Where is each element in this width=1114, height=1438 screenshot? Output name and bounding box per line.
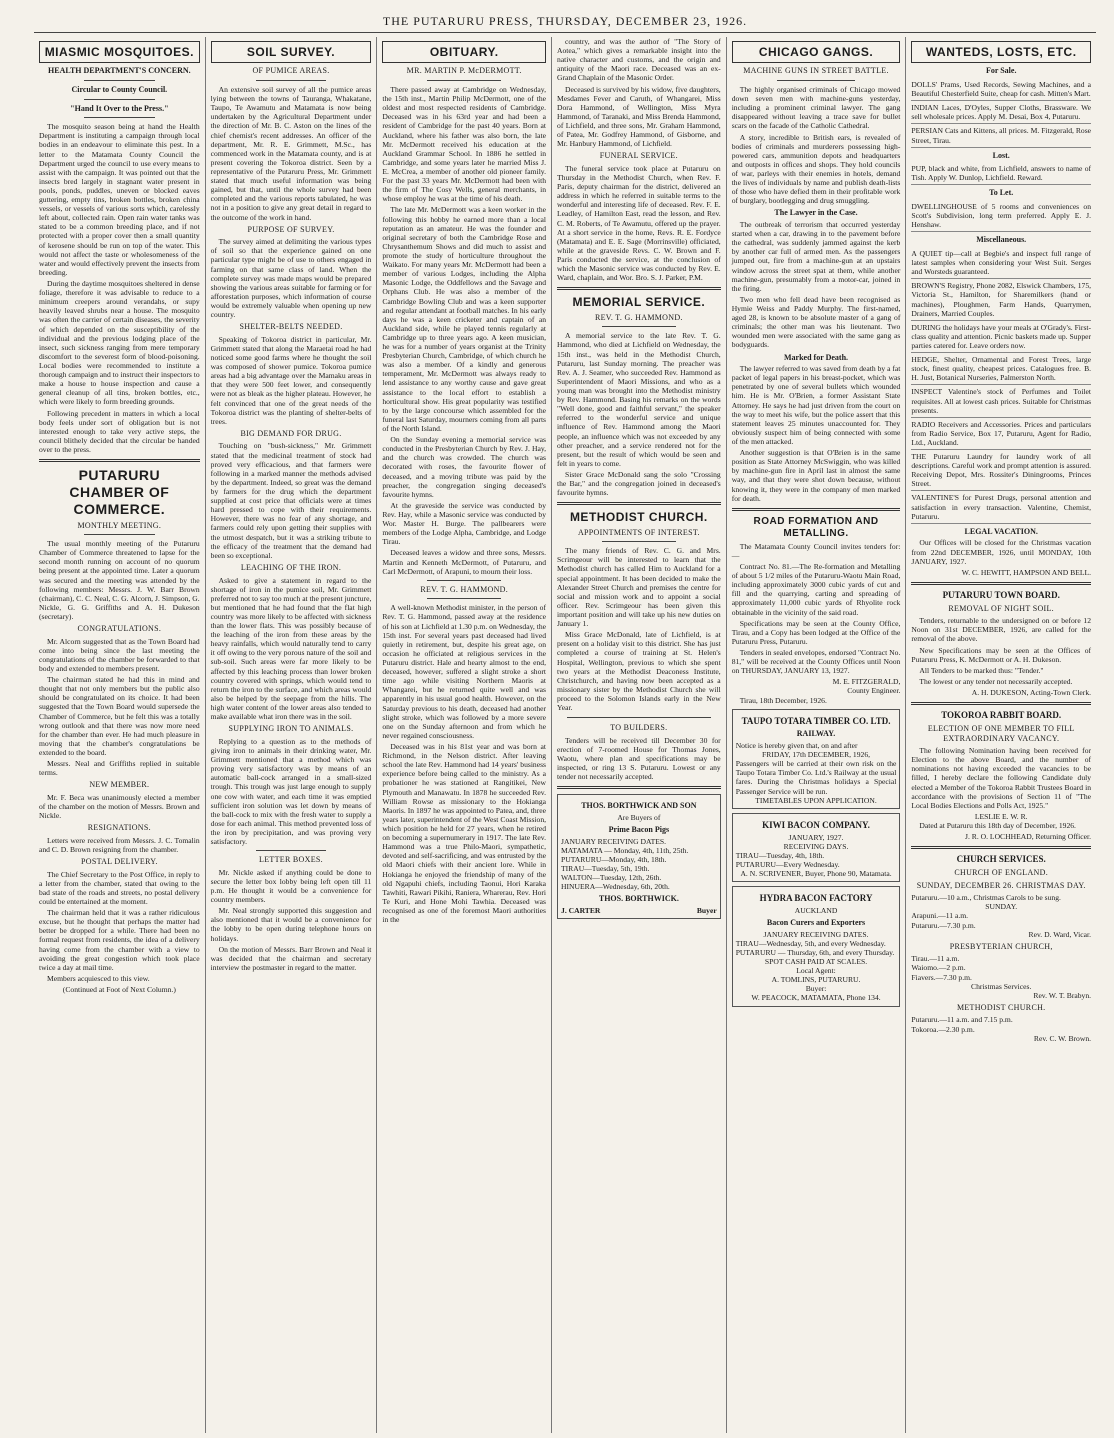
divider [567,717,711,718]
masthead [34,10,1096,33]
ad-line: Passengers will be carried at their own risk on the Taupo Totara Timber Co. Ltd.'s Railway at the usual fares. During the Christmas holidays a Special Passenger Service will be run. [735,759,897,796]
ad-line: FRIDAY, 17th DECEMBER, 1926, [762,750,871,760]
paragraph: All Tenders to be marked thus: "Tender." [919,665,1044,675]
service-line: Arapuni.—11 a.m. [911,911,969,921]
soil-survey-subhead: OF PUMICE AREAS. [252,66,330,76]
paragraph: The survey aimed at delimiting the various types of soil so that the experience gained on one particular type might be of use to others engaged in farming on that same class of land. When the complete survey was made maps would be prepared showing the various areas suitable for farming or for afforestation purposes, which information of course would be extremely valuable when opening up new country. [210,237,372,320]
hydra-bacon-ad [732,886,901,1006]
divider [427,598,501,599]
paragraph: Our Offices will be closed for the Christmas vacation from 22nd DECEMBER, 1926, until MONDAY, 10th JANUARY, 1927. [911,538,1092,566]
paragraph: Sister Grace McDonald sang the solo "Crossing the Bar," and the congregation joined in deceased's favourite hymns. [557,469,721,498]
ad-line: Local Agent: [796,966,836,976]
paragraph: The funeral service took place at Putaruru on Thursday in the Methodist Church, when Rev. F. Paris, deputy chairman for the district, delivered an address in which he referred in suitable terms to the wonderful and interesting life of deceased. Rev. F. E. Leadley, of Hamilton East, read the lesson, and Rev. C. M. Roberts, of Te Awamutu, offered up the prayer. At a short service in the home, Revs. R. E. Fordyce (Matamata) and E. E. Sage (Morrinsville) officiated, while at the graveside Revs. C. W. Brown and F. Paris conducted the service, at the conclusion of which the Masonic service was conducted by Rev. E. Ward, chaplain, and Wor. Bro. S. J. Parker, P.M. [557,163,721,283]
paragraph: The highly organised criminals of Chicago mowed down seven men with machine-guns yesterday, including a prominent criminal lawyer. The gang disappeared without leaving a trace save for bullet scars on the facade of the Catholic Cathedral. [731,84,901,131]
service-line: SUNDAY. [985,902,1018,912]
ad-line: RECEIVING DAYS. [783,841,849,851]
paragraph: Tirau, 18th December, 1926. [739,695,827,705]
service-line: Christmas Services. [971,981,1032,991]
paragraph: New Specifications may be seen at the Offices of Putaruru Press, K. McDermott or A. H. Dukeson. [911,645,1092,664]
section-subhead: LEACHING OF THE IRON. [240,562,342,572]
divider [732,508,901,511]
soil-survey-headline: SOIL SURVEY. [211,41,372,63]
town-board-heading: PUTARURU TOWN BOARD. [942,589,1060,600]
road-headline: ROAD FORMATION AND METALLING. [753,515,879,539]
paragraph: Members acquiesced to this view. [47,973,150,983]
paragraph: Tenders will be received till December 30 for erection of 7-roomed House for Thomas Jones, Waotu, where plan and specifications may be inspected, or ring 13 S. Putaruru. Lowest or any tender not necessarily accepted. [557,735,721,782]
ad-line: THOS. BORTHWICK. [598,894,679,904]
divider [427,80,501,81]
classified-ad: INSPECT Valentine's stock of Perfumes and Toilet requisites. All at lowest cash prices. Suitable for Christmas presents. [911,385,1091,417]
classified-ad: THE Putaruru Laundry for laundry work of all descriptions. Careful work and prompt attention is assured. Receiving Depot, Mrs. Rossiter's Diningrooms, Princes Street. [911,450,1091,491]
ad-line: Are Buyers of [617,812,661,822]
mosquitoes-subhead: HEALTH DEPARTMENT'S CONCERN. [48,66,191,76]
obituary-headline: OBITUARY. [382,41,546,63]
signature: W. C. HEWITT, HAMPSON AND BELL. [961,567,1092,577]
paragraph: The mosquito season being at hand the Health Department is instituting a campaign through local bodies in an endeavour to eliminate this pest. In a letter to the Matamata County Council the Department urged the council to use every means to assist with the campaign. It was pointed out that the insects bred largely in stagnant water present in pools, ponds, puddles, uneven or blocked eaves guttering, empty tins, broken bottles, broken china vessels, or vessels of various sorts which, carelessly left about, collected rain. Open rain water tanks was stated to be a common breeding place, and if not protected with a proper cover then a small quantity of kerosene should be run on top of the water. This would not affect the taste or wholesomeness of the water and would effectively prevent the insects from breeding. [39,122,200,277]
paragraph: The following Nomination having been received for Election to the above Board, and the number of nominations not having exceeded the vacancies to be filled, I hereby declare the following Candidate duly elected a Member of the Tokoroa Rabbit Trustees Board in accordance with the provisions of Section 11 of "The Local Bodies Elections and Polls Act, 1925." [911,746,1092,810]
paragraph: Specifications may be seen at the County Office, Tirau, and a Copy has been lodged at the Office of the Putaruru Press, Putaruru. [731,618,901,646]
church-services-heading: CHURCH SERVICES. [956,854,1046,865]
paragraph: The outbreak of terrorism that occurred yesterday started when a car, drawing in to the pavement before the cathedral, was suddenly jammed against the kerb by another car full of armed men. As the passengers jumped out, fire from a machine-gun at an upstairs window across the street spat at them, while another machine-gun, presumably from a motor-car, joined in the firing. [731,220,901,293]
divider [911,582,1091,585]
paragraph: The lawyer referred to was saved from death by a fat packet of legal papers in his breast-pocket, which was penetrated by one of several bullets which wounded him. He is Mr. O'Brien, a former Assistant State Attorney. He says he had just driven from the court on the way to meet his wife, but the police assert that this statement leaves 25 minutes unaccounted for. They obviously suspect him of being connected with some of the men attacked. [731,364,901,446]
divider [557,287,721,290]
ad-line: TIRAU—Tuesday, 4th, 18th. [735,850,825,860]
classified-ad: BROWN'S Registry, Phone 2082, Elswick Chambers, 175, Victoria St., Hamilton, for Sharemilkers (hand or machines), Ploughmen, Farm Hands, Quarrymen, Drainers, Married Couples. [911,279,1091,320]
paragraph: A well-known Methodist minister, in the person of Rev. T. G. Hammond, passed away at the residence of his son at Lichfield at 1.30 p.m. on Wednesday, the 15th inst. For several years past deceased had lived quietly in retirement, but, despite his great age, on occasion he officiated at religious services in the Putaruru district. Hale and hearty almost to the end, deceased, however, suffered a slight stroke a short time ago while visiting Northern Maoris at Whangarei, but he returned quite well and was apparently in his usual good health. However, on the Saturday previous to his death, deceased had another slight stroke, which was followed by a more severe one on the Sunday afternoon and from which he never regained consciousness. [382,603,547,740]
ad-line: HINUERA—Wednesday, 6th, 20th. [561,882,670,892]
paragraph: At the graveside the service was conducted by Rev. Hay, while a Masonic service was conducted by Wor. Master H. Burge. The pallbearers were members of the Lodge Alpha, Cambridge, and Lodge Tirau. [382,500,547,547]
mosquitoes-subhead-3: "Hand It Over to the Press." [70,103,169,113]
service-line: Tirau.—11 a.m. [911,954,960,964]
ad-line: Prime Bacon Pigs [608,825,670,835]
paragraph: Contract No. 81.—The Re-formation and Metalling of about 5 1/2 miles of the Putaruru-Waotu Main Road, including approximately 3000 cubic yards of cut and fill and the quarrying, carting and spreading of approximately 11,000 cubic yards of Rhyolite rock obtainable in the vicinity of the said road. [731,561,901,617]
paragraph: The usual monthly meeting of the Putaruru Chamber of Commerce threatened to lapse for the second month running on account of no quorum being present at the appointed time. Later a quorum was secured and the meeting was attended by the following members: Messrs. J. W. Barr Brown (chairman), C. C. Neal, C. G. Alcorn, J. Simpson, G. Nickle, G. G. Griffiths and A. H. Dukeson (secretary). [39,539,200,621]
section-subhead: NEW MEMBER. [89,780,150,790]
ad-line: JANUARY, 1927. [788,832,844,842]
column-5 [727,37,907,1433]
ad-buyer-name: J. CARTER [561,905,601,915]
divider [84,99,155,100]
rabbit-board-subhead: ELECTION OF ONE MEMBER TO FILL EXTRAORDINARY VACANCY. [927,723,1075,743]
column-4 [552,37,727,1433]
classified-ad: PUP, black and white, from Lichfield, answers to name of Tish. Apply W. Dunlop, Lichfield. Reward. [911,162,1091,185]
ad-line: PUTARURU—Every Wednesday. [735,859,840,869]
paragraph: On the motion of Messrs. Barr Brown and Neal it was decided that the chairman and secretary interview the postmaster in regard to the matter. [210,944,372,972]
paragraph: Speaking of Tokoroa district in particular, Mr. Grimmett stated that along the Maraetai road he had noticed some good farms where he thought the soil was composed of shower pumice. Tokoroa pumice areas had a big advantage over the Mamaku areas in that they were 500 feet lower, and consequently were not as bleak as the higher plateau. However, he felt convinced that one of the great needs of the Tokoroa district was the planting of shelter-belts of trees. [210,334,372,426]
classified-ad: RADIO Receivers and Accessories. Prices and particulars from Radio Service, Box 17, Putaruru, Agent for Radio, Ltd., Auckland. [911,418,1091,450]
section-subhead: FUNERAL SERVICE. [599,151,678,161]
paragraph: The Matamata County Council invites tenders for:— [731,541,901,560]
ad-line: Bacon Curers and Exporters [766,918,866,928]
divider [557,502,721,505]
chicago-subhead: MACHINE GUNS IN STREET BATTLE. [743,66,889,76]
section-subhead: PURPOSE OF SURVEY. [247,224,335,234]
masthead-text: THE PUTARURU PRESS, THURSDAY, DECEMBER 23, 1926. [382,13,748,28]
methodist-subhead: APPOINTMENTS OF INTEREST. [577,527,700,537]
continued-note: (Continued at Foot of Next Column.) [62,984,176,994]
paragraph: Another suggestion is that O'Brien is in the same position as State Attorney McSwiggin, who was killed by machine-gun fire in April last in almost the same way, and that they were shot down because, without knowing it, they were in the company of men marked for death. [731,448,901,503]
paragraph: Mr. Alcorn suggested that as the Town Board had come into being since the last meeting the congratulations of the chamber be forwarded to that body and extended to members present. [39,636,200,673]
column-2 [206,37,378,1433]
service-line: Waiomo.—2 p.m. [911,963,966,973]
classified-ad: A QUIET tip—call at Begbie's and inspect full range of latest samples when considering your West Suit. Serges and Worsteds guaranteed. [911,247,1091,279]
ad-line: TIMETABLES UPON APPLICATION. [755,795,877,805]
church-name: PRESBYTERIAN CHURCH, [949,941,1053,951]
column-6 [906,37,1096,1433]
divider [256,80,327,81]
borthwick-ad [557,794,721,919]
ad-line: Buyer: [805,984,827,994]
section-subhead: Marked for Death. [783,352,849,362]
divider [911,702,1091,705]
section-subhead: BIG DEMAND FOR DRUG. [240,428,342,438]
mosquitoes-subhead-2: Circular to County Council. [71,84,168,94]
service-line: Tokoroa.—2.30 p.m. [911,1024,975,1034]
divider [84,534,155,535]
church-name: CHURCH OF ENGLAND. [954,867,1049,877]
divider [602,326,676,327]
ad-line: SPOT CASH PAID AT SCALES. [764,956,868,966]
ad-line: Notice is hereby given that, on and after [735,741,858,751]
paragraph: Dated at Putaruru this 18th day of December, 1926. [919,820,1076,830]
service-date: SUNDAY, DECEMBER 26. CHRISTMAS DAY. [916,880,1086,890]
paragraph: Tenders, returnable to the undersigned on or before 12 Noon on 31st DECEMBER, 1926, are called for the removal of the above. [911,616,1092,644]
section-subhead: REV. T. G. HAMMOND. [420,584,509,594]
divider [84,117,155,118]
classified-ad: DWELLINGHOUSE of 5 rooms and conveniences on Scott's Subdivision, long term preferred. Apply E. J. Henshaw. [911,200,1091,232]
divider [602,541,676,542]
memorial-headline: MEMORIAL SERVICE. [572,295,706,310]
service-line: Putaruru.—7.30 p.m. [911,920,976,930]
paragraph: During the daytime mosquitoes sheltered in dense foliage, therefore it was advisable to reduce to a minimum creepers around verandahs, or supy heavily leaved shrubs near a house. The mosquito was often the carrier of certain diseases, the severity of which depended on the susceptibility of the individual and the previous lodging place of the insect, such sickness ranging from mere temporary discomfort to the severest form of blood-poisoning. Local bodies were recommended to institute a thorough campaign and to instruct their inspectors to make a house to house inspection and cause a general cleanup of all tins, broken bottles, etc., which were likely to form breeding grounds. [39,279,200,407]
paragraph: Deceased is survived by his widow, five daughters, Mesdames Fever and Caruth, of Whangarei, Miss Dora Hammond, of Wellington, Miss Myra Hammond, of Taranaki, and Miss Brenda Hammond, of Lichfield, and three sons, Mr. Graham Hammond, of Patea, Mr. Godfrey Hammond, of Gisborne, and Mr. Hanbury Hammond, of Lichfield. [557,84,721,149]
paragraph: Mr. Nickle asked if anything could be done to secure the letter box lobby being left open till 11 p.m. He thought it would be a convenience for country members. [210,867,372,905]
paragraph: Miss Grace McDonald, late of Lichfield, is at present on a holiday visit to this district. She has just completed a course of training at St. Helen's Hospital, Wellington, previous to which she spent two years at the Methodist Deaconess Institute, Christchurch, and having now been accepted as a missionary sister by the Methodist Church she will proceed to the Solomon Islands early in the New Year. [557,630,721,713]
divider [84,80,155,81]
ad-line: A. N. SCRIVENER, Buyer, Phone 90, Matamata. [740,869,892,879]
divider [557,786,721,789]
signature: A. H. DUKESON, Acting-Town Clerk. [971,688,1092,697]
column-1 [34,37,206,1433]
to-let-heading: To Let. [989,188,1014,198]
ad-line: PUTARURU — Thursday, 6th, and every Thursday. [735,947,895,957]
section-subhead: POSTAL DELIVERY. [81,857,158,867]
ad-line: JANUARY RECEIVING DATES. [561,836,666,846]
paragraph: There passed away at Cambridge on Wednesday, the 15th inst., Martin Philip McDermott, one of the oldest and most respected residents of Cambridge. Deceased was in his 63rd year and had been a resident of Cambridge for the past 40 years. Born at Auckland, where his father was also born, the late Mr. McDermott received his education at the Auckland Grammar School. In 1886 he settled in Cambridge, and some years later he married Miss J. E. McCrea, a member of another old pioneer family. For the past 33 years Mr. McDermott had been with the firm of The Cosy Wells, general merchants, in whose employ he was at the time of his death. [382,84,547,204]
ad-line: PUTARURU—Monday, 4th, 18th. [561,854,667,864]
paragraph: Deceased was in his 81st year and was born at Richmond, in the Nelson district. After leaving school the late Rev. Hammond had 14 years' business experience before being called to the ministry. As a probationer he was stationed at Rangitikei, New Plymouth and Manawatu. In 1878 he succeeded Rev. William Rowse as missionary to the Hokianga Maoris. In 1897 he was appointed to Patea, and, three years later, superintendent of the West Coast Mission, which position he held for 27 years, when he retired on becoming a supernumerary in 1917. The late Rev. Hammond was a true Philo-Maori, sympathetic, devoted and self-sacrificing, and was entrusted by the old Maori chiefs with their ancient lore. While in Hokianga he enjoyed the friendship of many of the old Ngapuhi chiefs, including Taonui, Hori Karaka Tawhiti, Rawari Pikihi, Raniera, Wharerau, Rev. Hori Te Kuri, and Hone Mohi Tawhia. Deceased was recognised as one of the foremost Maori authorities in the [382,742,547,925]
paragraph: Asked to give a statement in regard to the shortage of iron in the pumice soil, Mr. Grimmett preferred not to say too much at the present juncture, but mentioned that he had found that the flat high country was more likely to be affected with sickness than the lower flats. This was possibly because of the leaching of the iron from these areas by the heavy rainfalls, which would naturally tend to carry it off owing to the very porous nature of the soil and sub-soil. Such areas were far more likely to be affected by this leaching process than lower broken country covered with springs, which would tend to return the iron to the surface, and which areas would also be helped by the seepage from the hills. The high water content of the lower areas also tended to make available what iron there was in the soil. [210,575,372,722]
chicago-headline: CHICAGO GANGS. [732,41,901,63]
paragraph: Letters were received from Messrs. J. C. Tomalin and C. D. Brown resigning from the chamber. [39,835,200,854]
rabbit-board-heading: TOKOROA RABBIT BOARD. [941,710,1062,721]
ad-title: KIWI BACON COMPANY. [762,819,870,830]
town-board-subhead: REMOVAL OF NIGHT SOIL. [948,603,1054,613]
section-subhead: RESIGNATIONS. [87,823,151,833]
paragraph: The chairman held that it was a rather ridiculous excuse, but he thought that perhaps the matter had better be dropped for a while. There had been no formal request from residents, the idea of a delivery having come from the chamber with a view to avoiding the great congestion which took place twice a day at mail time. [39,908,200,972]
ad-title: TAUPO TOTARA TIMBER CO. LTD. [741,715,891,726]
memorial-subhead: REV. T. G. HAMMOND. [594,312,683,322]
divider [911,846,1091,849]
paragraph: Two men who fell dead have been recognised as Hymie Weiss and Paddy Murphy. The first-named, aged 28, is known to be absolute master of a gang of criminals; the other man was his lieutenant. Two wounded men were associated with the same gang as bodyguards. [731,294,901,350]
classified-ad: HEDGE, Shelter, Ornamental and Forest Trees, large stock, finest quality, cheapest prices. Catalogues free. B. H. Just, Botanical Nurseries, Palmerston North. [911,353,1091,385]
ad-line: JANUARY RECEIVING DATES. [763,929,869,939]
paragraph: The many friends of Rev. C. G. and Mrs. Scrimgeour will be interested to learn that the Methodist church has called Him to Auckland for a special appointment. It has been decided to make the Alexander Street Church and premises the centre for social and mission work and to appoint a social officer. Rev. Scrimgeour has been given this important position and will take up his new duties on January 1. [557,546,721,629]
paragraph: Deceased leaves a widow and three sons, Messrs. Martin and Kenneth McDermott, of Putaruru, and Carl McDermott, of Arapuni, to mourn their loss. [382,548,547,576]
service-line: Fiavers.—7.30 p.m. [911,972,972,982]
methodist-headline: METHODIST CHURCH. [569,510,708,525]
signature: M. E. FITZGERALD, [832,677,901,687]
ad-line: RAILWAY. [796,729,836,739]
paragraph: country, and was the author of "The Story of Aotea," which gives a remarkable insight into the native character and customs, and the origin and antiquity of the Maori race. Deceased was an ex-Grand Chaplain of the Masonic Order. [557,37,721,83]
paragraph: Touching on "bush-sickness," Mr. Grimmett stated that the medicinal treatment of stock had proved very efficacious, and that farmers were following in a marked manner the methods advised by the department. Indeed, so great was the demand by farmers for the drug which the department supplied at cost price that officials were at times hard pressed to cope with their requirements. However, there was no fear of any shortage, and farmers could rely upon getting their supplies with the utmost despatch, but it was a striking tribute to the efficacy of the treatment that the demand had been so exceptional. [210,441,372,560]
lost-heading: Lost. [992,150,1010,160]
taupo-totara-ad [732,709,901,809]
section-subhead: The Lawyer in the Case. [774,208,858,218]
paragraph: Messrs. Neal and Griffiths replied in suitable terms. [39,759,200,778]
signature-title: County Engineer. [847,686,901,696]
paragraph: The lowest or any tender not necessarily accepted. [919,676,1073,686]
classified-ad: DOLLS' Prams, Used Records, Sewing Machines, and a Beautiful Chesterfield Suite, cheap for cash. Mitten's Mart. [911,78,1091,101]
paragraph: Replying to a question as to the methods of giving iron to animals in their drinking water, Mr. Grimmett mentioned that a method which was proving very satisfactory was by means of an automatic ball-cock arranged in a small-sized trough. This trough was just large enough to supply one cow with water, and each time it was emptied sufficient iron solution was let down by means of the ball-cock to mix with the fresh water to supply a dose for each animal. This method prevented loss of the iron by precipitation, and was proving very satisfactory. [210,736,372,847]
ad-line: W. PEACOCK, MATAMATA, Phone 134. [751,993,881,1003]
paragraph: On the Sunday evening a memorial service was conducted in the Presbyterian Church by Rev. J. Hay, and the church was crowded. The church was decorated with roses, the favourite flower of deceased, and a moving tribute was paid by the preacher, the congregation singing deceased's favourite hymns. [382,435,547,499]
section-subhead: SUPPLYING IRON TO ANIMALS. [228,724,354,734]
mosquitoes-headline: MIASMIC MOSQUITOES. [39,41,200,63]
legal-vacation-heading: LEGAL VACATION. [964,526,1038,536]
paragraph: Mr. Neal strongly supported this suggestion and also mentioned that it would be a convenience for the lobby to be open during telephone hours on holidays. [210,906,372,943]
ad-line: TIRAU—Tuesday, 5th, 19th. [561,864,650,873]
service-line: Putaruru.—11 a.m. and 7.15 p.m. [911,1015,1013,1025]
for-sale-heading: For Sale. [985,66,1017,76]
section-subhead: SHELTER-BELTS NEEDED. [239,322,343,332]
section-subhead: LETTER BOXES. [259,855,323,865]
obituary-subhead: MR. MARTIN P. McDERMOTT. [406,66,522,76]
ad-footer [561,906,717,915]
divider [777,80,856,81]
chamber-headline: PUTARURU CHAMBER OF COMMERCE. [69,467,170,517]
ad-title: THOS. BORTHWICK AND SON [581,801,697,811]
classifieds-headline: WANTEDS, LOSTS, ETC. [911,41,1091,63]
paragraph: Tenders in sealed envelopes, endorsed "Contract No. 81," will be received at the County Offices until Noon on THURSDAY, JANUARY 13, 1927. [731,647,901,676]
chamber-subhead: MONTHLY MEETING. [77,520,162,530]
divider [256,850,327,851]
paragraph: Mr. F. Beca was unanimously elected a member of the chamber on the motion of Messrs. Brown and Nickle. [39,792,200,821]
kiwi-bacon-ad [732,813,901,882]
candidate-name: LESLIE E. W. R. [974,811,1028,821]
service-line: Rev. W. T. Brabyn. [1033,990,1092,1000]
builders-subhead: TO BUILDERS. [610,723,668,733]
divider [39,459,200,462]
service-line: Putaruru.—10 a.m., Christmas Carols to be sung. [911,893,1061,903]
service-line: Rev. C. W. Brown. [1033,1033,1092,1043]
ad-line: TIRAU—Wednesday, 5th, and every Wednesday. [735,938,886,948]
paragraph: The chairman stated he had this in mind and thought that not only members but the public also should be congratulated on its choice. It had been suggested that the Town Board would supersede the Chamber of Commerce, but he felt this was a totally wrong outlook and that there was now more need for the chamber than ever. He had much pleasure in moving that the chamber's congratulations be extended to the board. [39,675,200,757]
section-subhead: CONGRATULATIONS. [77,624,162,634]
paragraph: The late Mr. McDermott was a keen worker in the following this hobby he earned more than a local reputation as an amateur. He was the founder and original secretary of both the Cambridge Rose and Chrysanthemum Shows and did much to assist and promote the study of horticulture throughout the Waikato. For many years Mr. McDermott had been a member of various Lodges, including the Alpha Masonic Lodge, the Oddfellows and the Savage and Orphans Club. He was also a member of the Cambridge Bowling Club and was a keen supporter and regular attendant at football matches. In his early days he was a keen cricketer and captain of an Auckland side, while he played tennis regularly at Cambridge up to three years ago. A keen musician, he was for a number of years organist at the Trinity Presbyterian Church, Cambridge, of which church he was also a member. Of a kindly and generous temperament, Mr. McDermott was always ready to lend assistance to any worthy cause and gave great assistance to the local effort to establish a horticultural show. His great popularity was testified to by the large concourse which assembled for the funeral last Saturday, mourners coming from all parts of the North Island. [382,205,547,434]
columns [34,37,1096,1433]
ad-title: HYDRA BACON FACTORY [759,893,873,904]
ad-line: MATAMATA — Monday, 4th, 11th, 25th. [561,845,689,855]
classified-ad: VALENTINE'S for Purest Drugs, personal attention and satisfaction in every transaction. Valentine, Chemist, Putaruru. [911,491,1091,523]
paragraph: An extensive soil survey of all the pumice areas lying between the towns of Tauranga, Whakatane, Taupo, Te Awamutu and Matamata is now being undertaken by the Agricultural Department under the direction of Mr. B. C. Aston on the lines of the chief chemist's recent addresses. An officer of the department, Mr. R. E. Grimmett, M.Sc., has commenced work in the Matamata county, and is at present covering the Tokoroa district. Seen by a representative of the Putaruru Press, Mr. Grimmett stated that much useful information was being gained, but that, until the whole survey had been completed and the various reports tabulated, he was not in a position to give any great detail in regard to the outcome of the work in hand. [210,84,372,222]
paragraph: A memorial service to the late Rev. T. G. Hammond, who died at Lichfield on Wednesday, the 15th inst., was held in the Methodist Church, Putaruru, last Sunday morning. The preacher was Rev. A. J. Seamer, who succeeded Rev. Hammond as Superintendent of Maori Missions, and who as a young man was brought into the Methodist ministry by Rev. Hammond. Basing his remarks on the words "Well done, good and faithful servant," the speaker referred to the wonderful service and unique influence of Rev. Hammond among the Maori people, an influence which was not exceeded by any other preacher, and a service rendered not for the present, but the result of which would be seen and felt in years to come. [557,331,721,468]
classified-ad: PERSIAN Cats and Kittens, all prices. M. Fitzgerald, Rose Street, Tirau. [911,124,1091,147]
signature: J. R. O. LOCHHEAD, Returning Officer. [965,832,1092,842]
ad-line: A. TOMLINS, PUTARURU. [771,975,861,985]
service-line: Rev. D. Ward, Vicar. [1028,929,1092,939]
classified-ad: DURING the holidays have your meals at O'Grady's. First-class quality and attention. Picnic baskets made up. Supper parties catered for. Leave orders now. [911,321,1091,353]
church-name: METHODIST CHURCH. [956,1002,1046,1012]
paragraph: Following precedent in matters in which a local body feels under sort of obligation but is not interested enough to take very active steps, the council blithely decided that the circular be handed over to the press. [39,408,200,454]
ad-line: AUCKLAND [794,905,838,915]
divider [427,580,501,581]
misc-heading: Miscellaneous. [976,235,1027,245]
ad-buyer-label: Buyer [696,905,717,915]
paragraph: The Chief Secretary to the Post Office, in reply to a letter from the chamber, stated that owing to the bad state of the roads and streets, no postal delivery could be entertained at the moment. [39,869,200,906]
paragraph: A story, incredible to British ears, is revealed of bodies of criminals and murderers possessing high-powered cars, ammunition depots and headquarters and outposts in offices and shops. They hold councils of war, parleys with their enemies in hotels, demand the lives of individuals by name and publish death-lists of those who have defied them in their profitable work of burglary, bootlegging and drug smuggling. [731,132,901,206]
column-3 [377,37,552,1433]
ad-line: WALTON—Tuesday, 12th, 26th. [561,873,662,883]
classified-ad: INDIAN Laces, D'Oyles, Supper Cloths, Brassware. We sell wholesale prices. Apply M. Desai, Box 4, Putaruru. [911,101,1091,124]
